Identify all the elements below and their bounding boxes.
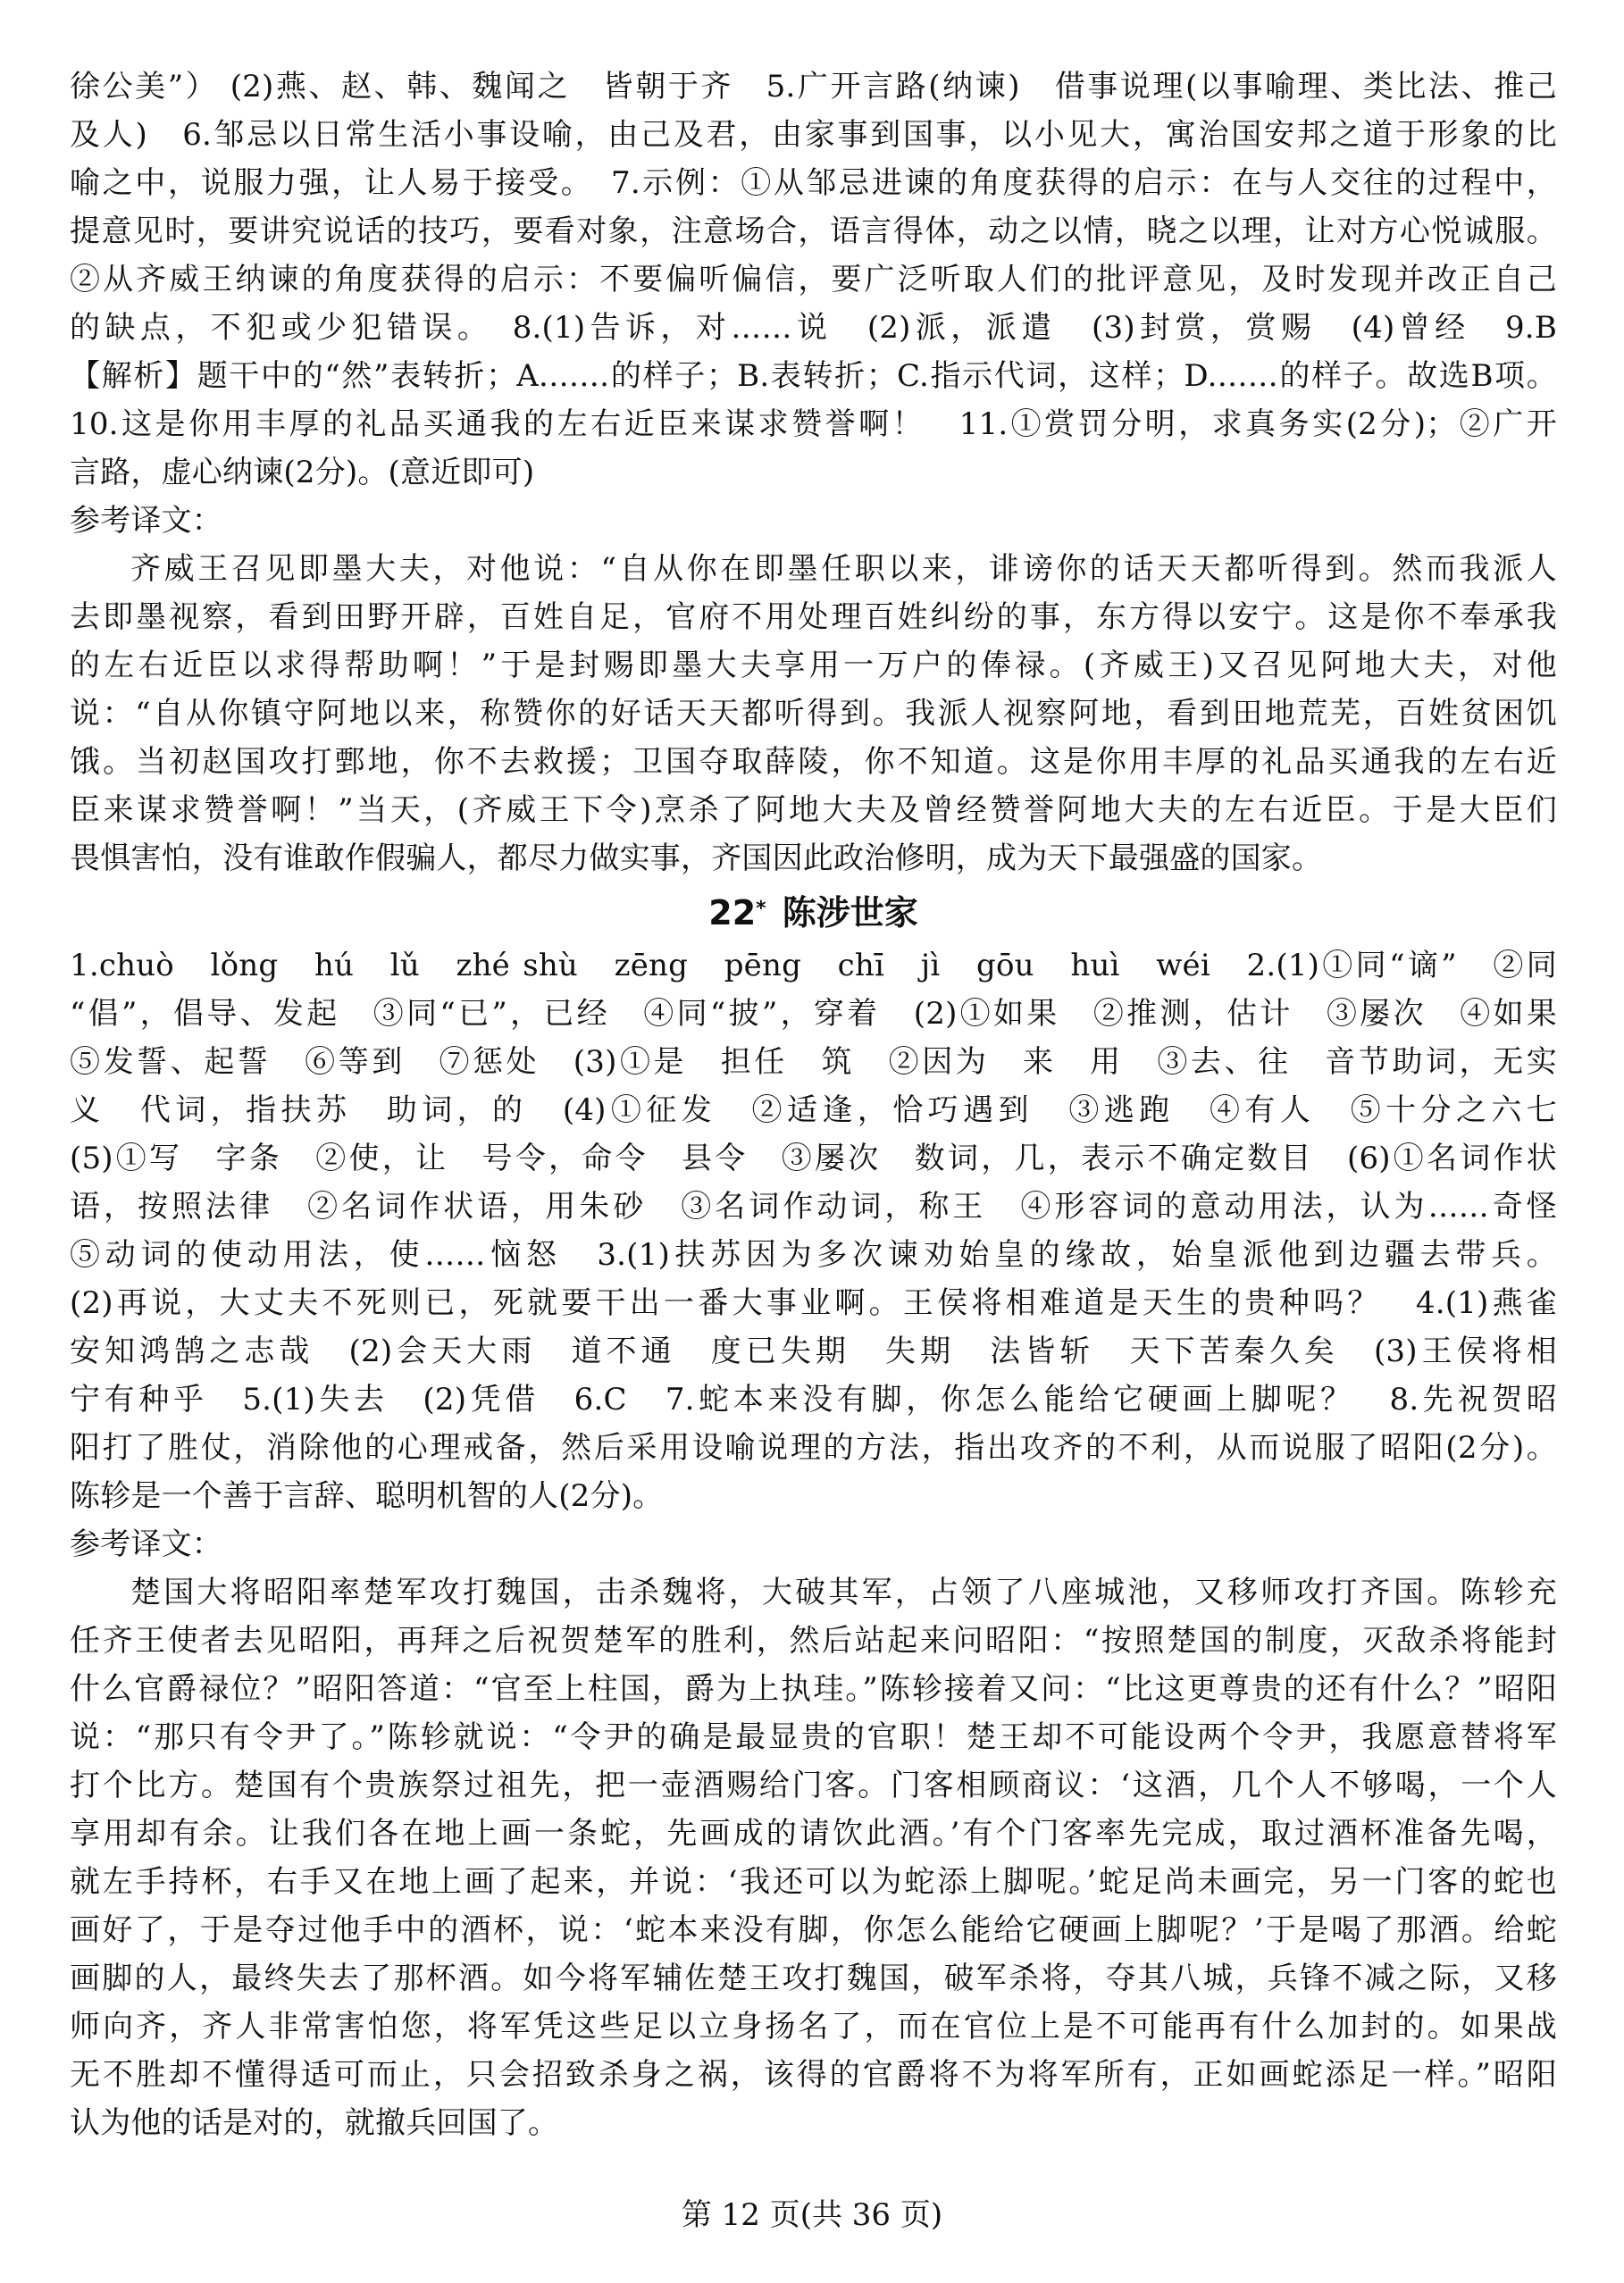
text-line: 说：“自从你镇守阿地以来，称赞你的好话天天都听得到。我派人视察阿地，看到田地荒芜，百姓贫困饥 <box>70 696 1557 732</box>
text-line: 宁有种乎 5.(1)失去 (2)凭借 6.C 7.蛇本来没有脚，你怎么能给它硬画上脚呢？ 8.先祝贺昭 <box>70 1382 1557 1417</box>
translation-block-22 <box>70 1568 1557 2147</box>
text-line: 提意见时，要讲究说话的技巧，要看对象，注意场合，语言得体，动之以情，晓之以理，让对方心悦诚服。 <box>70 213 1557 249</box>
reference-translation-label: 参考译文： <box>70 1526 222 1562</box>
text-line: 任齐王使者去见昭阳，再拜之后祝贺楚军的胜利，然后站起来问昭阳：“按照楚国的制度，灭敌杀将能封 <box>70 1623 1558 1659</box>
text-line: 什么官爵禄位？”昭阳答道：“官至上柱国，爵为上执珪。”陈轸接着又问：“比这更尊贵的还有什么？”昭阳 <box>70 1671 1557 1707</box>
text-line: 陈轸是一个善于言辞、聪明机智的人(2分)。 <box>70 1478 664 1514</box>
text-line: 打个比方。楚国有个贵族祭过祖先，把一壶酒赐给门客。门客相顾商议：‘这酒，几个人不够喝，一个人 <box>70 1768 1557 1803</box>
text-line: 画脚的人，最终失去了那杯酒。如今将军辅佐楚王攻打魏国，破军杀将，夺其八城，兵锋不减之际，又移 <box>70 1961 1557 1996</box>
text-line: ⑤发誓、起誓 ⑥等到 ⑦惩处 (3)①是 担任 筑 ②因为 来 用 ③去、往 音节助词，无实 <box>70 1044 1557 1080</box>
text-line: “倡”，倡导、发起 ③同“已”，已经 ④同“披”，穿着 (2)①如果 ②推测，估计 ③屡次 ④如果 <box>70 996 1557 1032</box>
text-line: 义 代词，指扶苏 助词，的 (4)①征发 ②适逢，恰巧遇到 ③逃跑 ④有人 ⑤十分之六七 <box>70 1092 1557 1128</box>
text-line: 的缺点，不犯或少犯错误。 8.(1)告诉，对……说 (2)派，派遣 (3)封赏，赏赐 (4)曾经 9.B <box>70 310 1557 346</box>
text-line: 齐威王召见即墨大夫，对他说：“自从你在即墨任职以来，诽谤你的话天天都听得到。然而我派人 <box>130 551 1557 587</box>
section-name: 陈涉世家 <box>782 893 918 932</box>
text-line: 画好了，于是夺过他手中的酒杯，说：‘蛇本来没有脚，你怎么能给它硬画上脚呢？’于是喝了那酒。给蛇 <box>70 1912 1557 1948</box>
reference-translation-label: 参考译文： <box>70 503 222 539</box>
text-line: 的左右近臣以求得帮助啊！”于是封赐即墨大夫享用一万户的俸禄。(齐威王)又召见阿地大夫，对他 <box>70 648 1557 683</box>
text-line: 说：“那只有令尹了。”陈轸就说：“令尹的确是最显贵的官职！楚王却不可能设两个令尹，我愿意替将军 <box>70 1719 1557 1755</box>
text-line: 阳打了胜仗，消除他的心理戒备，然后采用设喻说理的方法，指出攻齐的不利，从而说服了昭阳(2分)。 <box>70 1430 1557 1466</box>
section-mark: * <box>756 898 766 920</box>
answers-block-21 <box>70 63 1557 497</box>
text-line: 畏惧害怕，没有谁敢作假骗人，都尽力做实事，齐国因此政治修明，成为天下最强盛的国家。 <box>70 840 1323 876</box>
answer-page <box>70 63 1557 2147</box>
text-line: ⑤动词的使动用法，使……恼怒 3.(1)扶苏因为多次谏劝始皇的缘故，始皇派他到边疆去带兵。 <box>70 1237 1557 1273</box>
text-line: 师向齐，齐人非常害怕您，将军凭这些足以立身扬名了，而在官位上是不可能再有什么加封的。如果战 <box>70 2009 1557 2045</box>
text-line: 享用却有余。让我们各在地上画一条蛇，先画成的请饮此酒。’有个门客率先完成，取过酒杯准备先喝， <box>70 1816 1557 1852</box>
text-line: ②从齐威王纳谏的角度获得的启示：不要偏听偏信，要广泛听取人们的批评意见，及时发现并改正自己 <box>70 262 1557 297</box>
text-line: 及人) 6.邹忌以日常生活小事设喻，由己及君，由家事到国事，以小见大，寓治国安邦之道于形象的比 <box>70 117 1557 153</box>
text-line: 1.chuò lǒng hú lǔ zhé shù zēng pēng chī jì gōu huì wéi 2.(1)①同“谪” ②同 <box>70 948 1557 983</box>
text-line: 饿。当初赵国攻打鄄地，你不去救援；卫国夺取薛陵，你不知道。这是你用丰厚的礼品买通我的左右近 <box>70 744 1557 780</box>
text-line: 就左手持杯，右手又在地上画了起来，并说：‘我还可以为蛇添上脚呢。’蛇足尚未画完，另一门客的蛇也 <box>70 1864 1557 1900</box>
answers-block-22 <box>70 941 1557 1520</box>
translation-block-21 <box>70 545 1557 882</box>
text-line: 【解析】题干中的“然”表转折；A.……的样子；B.表转折；C.指示代词，这样；D.……的样子。故选B项。 <box>70 358 1557 394</box>
text-line: 认为他的话是对的，就撤兵回国了。 <box>70 2105 559 2141</box>
text-line: 喻之中，说服力强，让人易于接受。 7.示例：①从邹忌进谏的角度获得的启示：在与人交往的过程中， <box>70 165 1557 201</box>
text-line: 10.这是你用丰厚的礼品买通我的左右近臣来谋求赞誉啊！ 11.①赏罚分明，求真务实(2分)；②广开 <box>70 406 1557 442</box>
text-line: (5)①写 字条 ②使，让 号令，命令 县令 ③屡次 数词，几，表示不确定数目 (6)①名词作状 <box>70 1141 1557 1176</box>
page-number-footer: 第 12 页(共 36 页) <box>681 2197 943 2233</box>
text-line: 言路，虚心纳谏(2分)。(意近即可) <box>70 455 535 490</box>
text-line: (2)再说，大丈夫不死则已，死就要干出一番大事业啊。王侯将相难道是天生的贵种吗？ 4.(1)燕雀 <box>70 1285 1557 1321</box>
text-line: 去即墨视察，看到田野开辟，百姓自足，官府不用处理百姓纠纷的事，东方得以安宁。这是你不奉承我 <box>70 599 1557 635</box>
text-line: 臣来谋求赞誉啊！”当天，(齐威王下令)烹杀了阿地大夫及曾经赞誉阿地大夫的左右近臣。于是大臣们 <box>70 792 1557 828</box>
text-line: 安知鸿鹄之志哉 (2)会天大雨 道不通 度已失期 失期 法皆斩 天下苦秦久矣 (3)王侯将相 <box>70 1334 1557 1369</box>
section-title <box>70 886 1557 940</box>
text-line: 无不胜却不懂得适可而止，只会招致杀身之祸，该得的官爵将不为将军所有，正如画蛇添足一样。”昭阳 <box>70 2057 1558 2093</box>
section-number: 22 <box>708 893 757 932</box>
text-line: 语，按照法律 ②名词作状语，用朱砂 ③名词作动词，称王 ④形容词的意动用法，认为……奇怪 <box>70 1189 1557 1225</box>
text-line: 徐公美”） (2)燕、赵、韩、魏闻之 皆朝于齐 5.广开言路(纳谏) 借事说理(以事喻理、类比法、推己 <box>70 69 1557 105</box>
text-line: 楚国大将昭阳率楚军攻打魏国，击杀魏将，大破其军，占领了八座城池，又移师攻打齐国。陈轸充 <box>130 1575 1557 1610</box>
